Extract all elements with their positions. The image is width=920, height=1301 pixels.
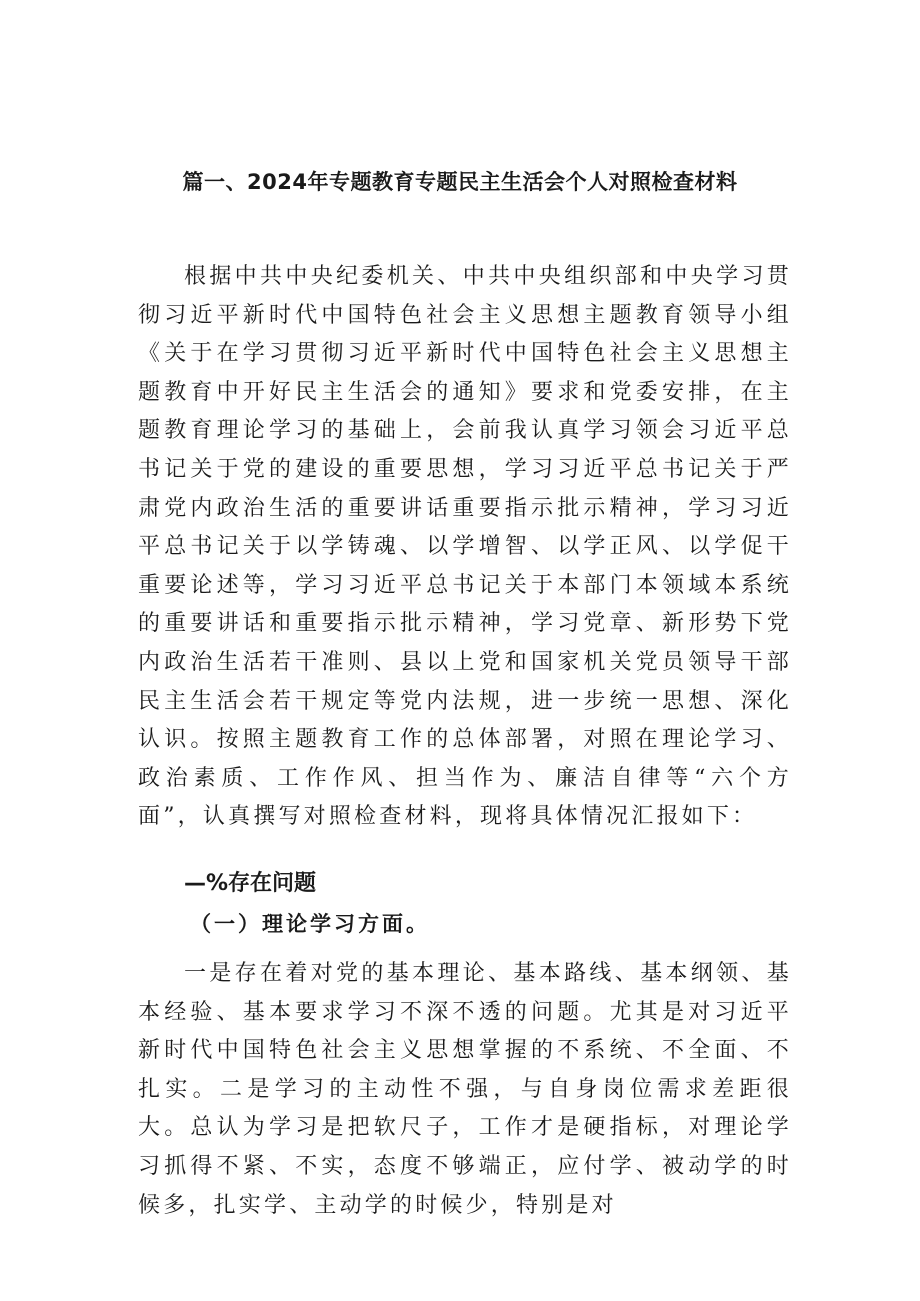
theory-study-paragraph: 一是存在着对党的基本理论、基本路线、基本纲领、基本经验、基本要求学习不深不透的问题。尤其是对习近平新时代中国特色社会主义思想掌握的不系统、不全面、不扎实。二是学习的主动性不强，与自身岗位需求差距很大。总认为学习是把软尺子，工作才是硬指标，对理论学习抓得不紧、不实，态度不够端正，应付学、被动学的时候多，扎实学、主动学的时候少，特别是对 — [138, 961, 792, 1218]
section-heading: —%存在问题 — [184, 871, 317, 896]
document-title: 篇一、2024年专题教育专题民主生活会个人对照检查材料 — [182, 170, 738, 194]
subsection-heading: （一）理论学习方面。 — [190, 911, 430, 936]
intro-paragraph: 根据中共中央纪委机关、中共中央组织部和中央学习贯彻习近平新时代中国特色社会主义思想主题教育领导小组《关于在学习贯彻习近平新时代中国特色社会主义思想主题教育中开好民主生活会的通知》要求和党委安排，在主题教育理论学习的基础上，会前我认真学习领会习近平总书记关于党的建设的重要思想，学习习近平总书记关于严肃党内政治生活的重要讲话重要指示批示精神，学习习近平总书记关于以学铸魂、以学增智、以学正风、以学促干重要论述等，学习习近平总书记关于本部门本领域本系统的重要讲话和重要指示批示精神，学习党章、新形势下党内政治生活若干准则、县以上党和国家机关党员领导干部民主生活会若干规定等党内法规，进一步统一思想、深化认识。按照主题教育工作的总体部署，对照在理论学习、政治素质、工作作风、担当作为、廉洁自律等“六个方面”，认真撰写对照检查材料，现将具体情况汇报如下： — [138, 264, 792, 830]
